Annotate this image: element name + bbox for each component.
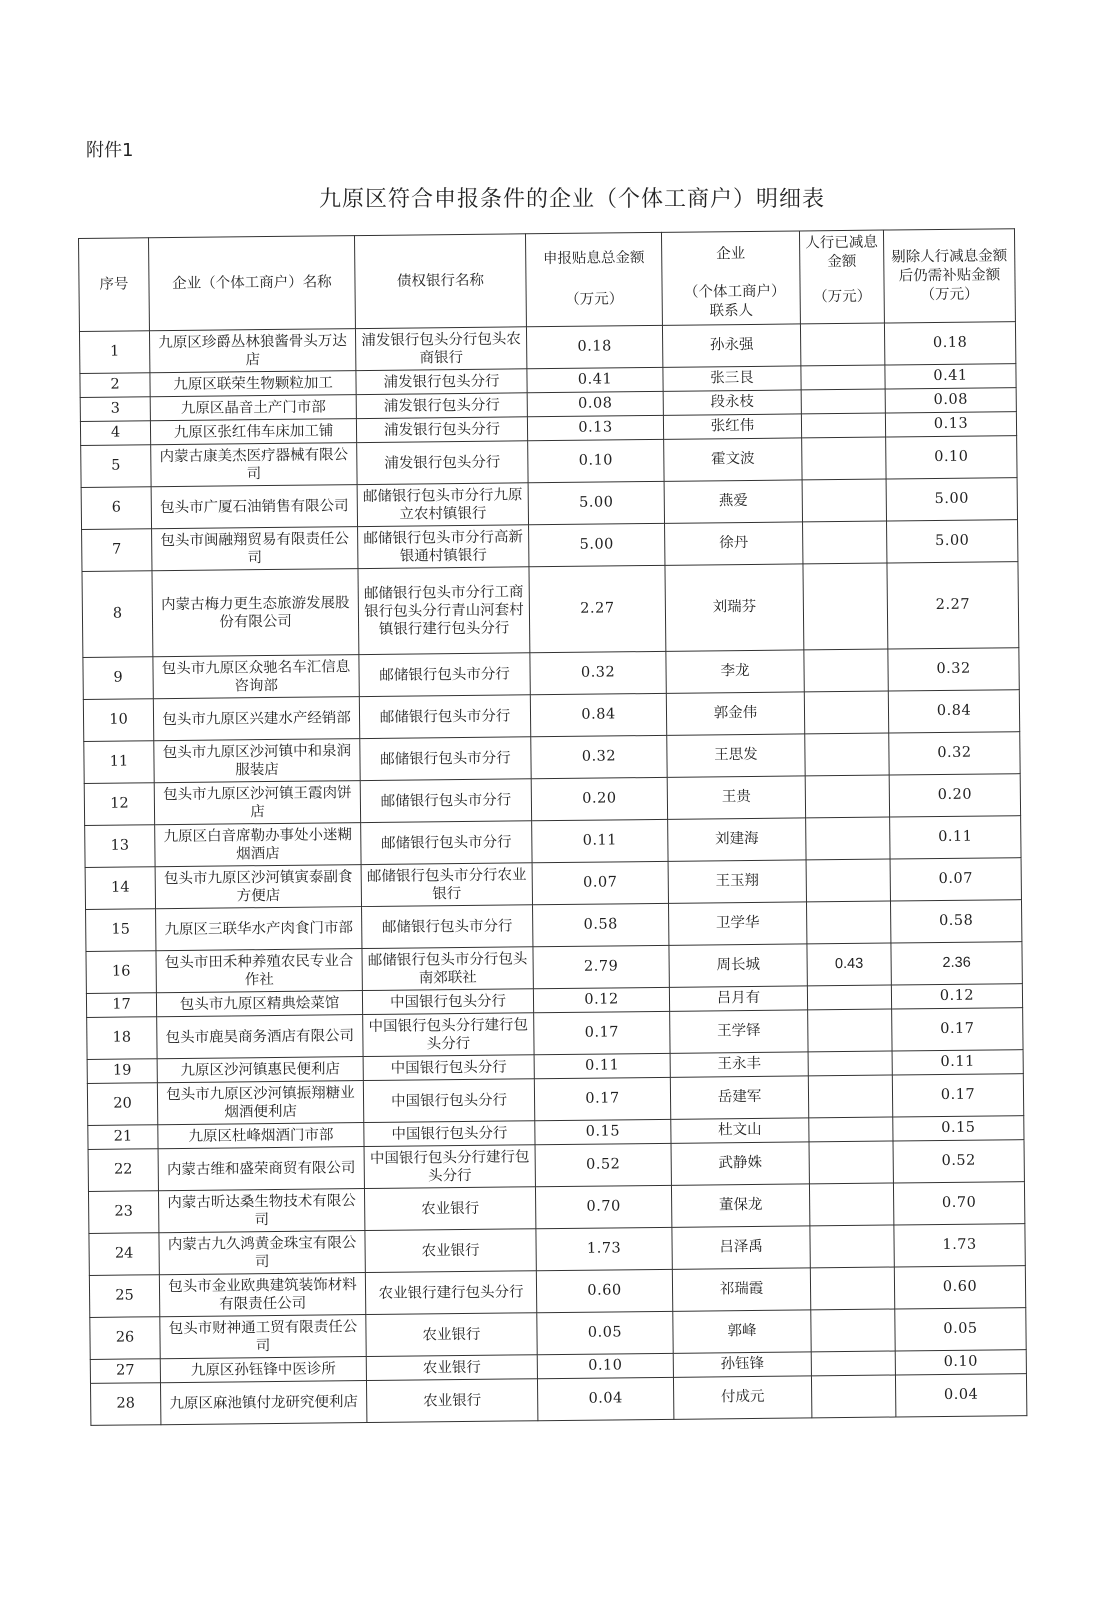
row-name: 包头市九原区沙河镇寅泰副食方便店 xyxy=(155,865,361,909)
row-reduced xyxy=(806,901,890,944)
row-amount: 0.05 xyxy=(537,1311,673,1354)
row-remaining: 1.73 xyxy=(894,1224,1025,1267)
row-contact: 段永枝 xyxy=(663,390,801,415)
row-amount: 0.32 xyxy=(530,651,666,694)
row-contact: 刘瑞芬 xyxy=(665,564,804,651)
row-name: 内蒙古康美杰医疗器械有限公司 xyxy=(151,443,357,487)
row-amount: 0.12 xyxy=(533,987,669,1012)
header-reduced xyxy=(799,230,884,324)
row-reduced xyxy=(811,1351,895,1376)
row-amount: 0.20 xyxy=(531,777,667,820)
row-bank: 中国银行包头分行建行包头分行 xyxy=(364,1145,535,1189)
row-remaining: 0.84 xyxy=(888,690,1019,733)
row-name: 九原区麻池镇付龙研究便利店 xyxy=(160,1381,366,1425)
row-seq: 13 xyxy=(85,825,155,868)
row-remaining: 0.10 xyxy=(895,1350,1026,1375)
row-seq: 6 xyxy=(81,487,151,530)
row-amount: 0.52 xyxy=(535,1143,671,1186)
header-subsidy-label: 申报贴息总金额 xyxy=(542,250,645,268)
table-row xyxy=(90,1374,1026,1426)
row-seq: 16 xyxy=(86,951,156,994)
row-name: 九原区珍爵丛林狼酱骨头万达店 xyxy=(149,329,355,373)
row-contact: 王永丰 xyxy=(670,1052,808,1077)
row-reduced xyxy=(800,323,884,366)
row-contact: 王贵 xyxy=(667,776,805,819)
row-name: 包头市九原区精典烩菜馆 xyxy=(156,991,362,1017)
header-contact-label: 企业 xyxy=(716,246,746,263)
row-seq: 23 xyxy=(88,1191,158,1234)
row-bank: 农业银行 xyxy=(366,1355,537,1381)
row-contact: 杜文山 xyxy=(671,1118,809,1143)
row-remaining: 2.36 xyxy=(891,942,1022,985)
row-contact: 孙永强 xyxy=(662,324,800,367)
row-seq: 27 xyxy=(90,1359,160,1384)
row-reduced xyxy=(808,1051,892,1076)
row-contact: 孙钰锋 xyxy=(673,1352,811,1377)
row-bank: 邮储银行包头市分行 xyxy=(360,737,531,781)
header-remaining: 剔除人行减息金额后仍需补贴金额（万元） xyxy=(883,229,1015,323)
row-contact: 周长城 xyxy=(669,944,807,987)
row-reduced xyxy=(804,691,888,734)
row-remaining: 0.12 xyxy=(891,984,1022,1009)
row-remaining: 0.11 xyxy=(890,816,1021,859)
row-bank: 浦发银行包头分行 xyxy=(357,441,528,485)
row-amount: 2.79 xyxy=(533,945,669,988)
row-bank: 浦发银行包头分行 xyxy=(356,393,527,419)
row-reduced xyxy=(805,775,889,818)
row-reduced xyxy=(801,413,885,438)
row-reduced xyxy=(808,1009,892,1052)
row-name: 九原区晶音土产门市部 xyxy=(150,395,356,421)
row-contact: 郭金伟 xyxy=(666,692,804,735)
row-contact: 武静姝 xyxy=(671,1142,809,1185)
row-amount: 0.11 xyxy=(534,1053,670,1078)
row-remaining: 0.05 xyxy=(895,1308,1026,1351)
row-contact: 岳建军 xyxy=(670,1076,808,1119)
row-contact: 燕爱 xyxy=(664,480,802,523)
row-name: 九原区联荣生物颗粒加工 xyxy=(150,371,356,397)
row-amount: 0.17 xyxy=(534,1077,670,1120)
row-amount: 0.84 xyxy=(530,693,666,736)
row-name: 内蒙古维和盛荣商贸有限公司 xyxy=(158,1147,364,1191)
row-remaining: 0.13 xyxy=(885,412,1016,437)
row-contact: 张红伟 xyxy=(663,414,801,439)
row-amount: 5.00 xyxy=(528,481,664,524)
row-bank: 浦发银行包头分行 xyxy=(356,369,527,395)
row-bank: 农业银行建行包头分行 xyxy=(365,1271,536,1315)
header-subsidy-unit: （万元） xyxy=(565,291,624,308)
row-bank: 邮储银行包头市分行九原立农村镇银行 xyxy=(357,483,528,527)
row-amount: 0.18 xyxy=(526,325,662,368)
row-reduced xyxy=(804,649,888,692)
row-contact: 祁瑞霞 xyxy=(672,1268,810,1311)
row-name: 包头市九原区沙河镇王霞肉饼店 xyxy=(154,781,360,825)
row-remaining: 0.70 xyxy=(893,1182,1024,1225)
row-contact: 董保龙 xyxy=(671,1184,809,1227)
row-amount: 0.32 xyxy=(531,735,667,778)
row-remaining: 0.04 xyxy=(895,1374,1026,1417)
detail-table xyxy=(78,228,1027,1426)
row-contact: 王玉翔 xyxy=(668,860,806,903)
header-contact-sub: （个体工商户）联系人 xyxy=(683,283,779,320)
row-remaining: 0.41 xyxy=(885,364,1016,389)
header-subsidy xyxy=(525,232,662,326)
row-remaining: 0.32 xyxy=(888,648,1019,691)
row-amount: 0.10 xyxy=(537,1353,673,1378)
row-contact: 郭峰 xyxy=(673,1310,811,1353)
row-name: 内蒙古昕达桑生物技术有限公司 xyxy=(158,1189,364,1233)
row-seq: 9 xyxy=(83,657,153,700)
row-seq: 15 xyxy=(86,909,156,952)
row-contact: 徐丹 xyxy=(665,522,803,565)
row-bank: 中国银行包头分行 xyxy=(364,1121,535,1147)
row-amount: 0.07 xyxy=(532,861,668,904)
header-row xyxy=(79,229,1016,332)
row-seq: 24 xyxy=(89,1233,159,1276)
row-name: 包头市金业欧典建筑装饰材料有限责任公司 xyxy=(159,1273,365,1317)
row-amount: 5.00 xyxy=(529,523,665,566)
row-bank: 邮储银行包头市分行 xyxy=(361,821,532,865)
row-reduced xyxy=(805,733,889,776)
row-contact: 卫学华 xyxy=(668,902,806,945)
row-remaining: 0.10 xyxy=(886,436,1017,479)
row-amount: 0.10 xyxy=(528,439,664,482)
row-bank: 农业银行 xyxy=(366,1313,537,1357)
header-reduced-label: 人行已减息金额 xyxy=(805,234,878,271)
row-reduced xyxy=(802,437,886,480)
row-name: 包头市财神通工贸有限责任公司 xyxy=(160,1315,366,1359)
row-seq: 8 xyxy=(82,571,153,658)
row-name: 九原区沙河镇惠民便利店 xyxy=(157,1057,363,1083)
header-reduced-unit: （万元） xyxy=(813,288,872,306)
row-bank: 邮储银行包头市分行 xyxy=(359,653,530,697)
row-seq: 18 xyxy=(87,1017,157,1060)
row-bank: 农业银行 xyxy=(366,1379,537,1423)
row-seq: 5 xyxy=(81,445,151,488)
row-contact: 张三艮 xyxy=(663,366,801,391)
row-reduced xyxy=(811,1375,895,1418)
row-amount: 0.70 xyxy=(535,1185,671,1228)
row-remaining: 0.08 xyxy=(885,388,1016,413)
row-remaining: 0.17 xyxy=(892,1008,1023,1051)
row-seq: 1 xyxy=(79,331,149,374)
row-remaining: 0.07 xyxy=(890,858,1021,901)
row-name: 包头市广厦石油销售有限公司 xyxy=(151,485,357,529)
row-amount: 0.15 xyxy=(535,1119,671,1144)
row-name: 包头市九原区沙河镇振翔糖业烟酒便利店 xyxy=(157,1081,363,1125)
row-bank: 浦发银行包头分行包头农商银行 xyxy=(355,327,526,371)
row-seq: 14 xyxy=(85,867,155,910)
row-reduced xyxy=(809,1141,893,1184)
row-seq: 20 xyxy=(87,1083,157,1126)
row-name: 包头市田禾种养殖农民专业合作社 xyxy=(156,949,362,993)
row-seq: 12 xyxy=(84,783,154,826)
row-seq: 11 xyxy=(84,741,154,784)
header-contact xyxy=(661,231,800,325)
row-seq: 21 xyxy=(88,1125,158,1150)
row-name: 包头市鹿昊商务酒店有限公司 xyxy=(157,1015,363,1059)
row-bank: 中国银行包头分行 xyxy=(363,1079,534,1123)
row-remaining: 0.20 xyxy=(889,774,1020,817)
row-name: 九原区孙钰锋中医诊所 xyxy=(160,1357,366,1383)
row-reduced xyxy=(810,1267,894,1310)
row-reduced xyxy=(801,389,885,414)
row-name: 包头市九原区沙河镇中和泉润服装店 xyxy=(154,739,360,783)
row-amount: 0.13 xyxy=(527,415,663,440)
row-reduced xyxy=(807,985,891,1010)
row-reduced xyxy=(809,1183,893,1226)
row-bank: 中国银行包头分行 xyxy=(362,989,533,1015)
row-remaining: 5.00 xyxy=(887,520,1018,563)
row-contact: 付成元 xyxy=(673,1376,811,1419)
row-reduced xyxy=(811,1309,895,1352)
row-amount: 0.58 xyxy=(533,903,669,946)
row-amount: 0.60 xyxy=(536,1269,672,1312)
row-contact: 李龙 xyxy=(666,650,804,693)
row-remaining: 0.52 xyxy=(893,1140,1024,1183)
row-reduced xyxy=(809,1117,893,1142)
row-seq: 28 xyxy=(90,1383,160,1426)
row-reduced: 0.43 xyxy=(807,943,891,986)
row-bank: 邮储银行包头市分行 xyxy=(362,905,533,949)
table-row xyxy=(82,562,1019,658)
row-remaining: 5.00 xyxy=(886,478,1017,521)
row-reduced xyxy=(806,817,890,860)
row-name: 包头市闽融翔贸易有限责任公司 xyxy=(152,527,358,571)
row-reduced xyxy=(810,1225,894,1268)
row-name: 九原区三联华水产肉食门市部 xyxy=(156,907,362,951)
row-name: 包头市九原区众驰名车汇信息咨询部 xyxy=(153,655,359,699)
row-remaining: 0.18 xyxy=(884,322,1015,365)
row-contact: 吕月有 xyxy=(669,986,807,1011)
row-bank: 邮储银行包头市分行 xyxy=(360,779,531,823)
row-name: 九原区杜峰烟酒门市部 xyxy=(158,1123,364,1149)
row-seq: 26 xyxy=(90,1317,160,1360)
row-bank: 农业银行 xyxy=(365,1229,536,1273)
row-bank: 邮储银行包头市分行 xyxy=(359,695,530,739)
row-remaining: 0.15 xyxy=(893,1116,1024,1141)
row-reduced xyxy=(803,521,887,564)
row-bank: 浦发银行包头分行 xyxy=(356,417,527,443)
row-contact: 吕泽禹 xyxy=(672,1226,810,1269)
row-reduced xyxy=(808,1075,892,1118)
row-contact: 霍文波 xyxy=(664,438,802,481)
row-name: 内蒙古九久鸿黄金珠宝有限公司 xyxy=(159,1231,365,1275)
row-bank: 农业银行 xyxy=(364,1187,535,1231)
row-reduced xyxy=(803,563,888,650)
row-name: 九原区白音席勒办事处小迷糊烟酒店 xyxy=(155,823,361,867)
row-bank: 邮储银行包头市分行高新银通村镇银行 xyxy=(358,525,529,569)
table-body xyxy=(79,322,1026,1426)
page-title: 九原区符合申报条件的企业（个体工商户）明细表 xyxy=(318,187,825,212)
row-seq: 19 xyxy=(87,1059,157,1084)
row-amount: 2.27 xyxy=(529,565,666,652)
row-remaining: 0.17 xyxy=(892,1074,1023,1117)
row-amount: 0.04 xyxy=(537,1377,673,1420)
row-reduced xyxy=(802,479,886,522)
header-seq: 序号 xyxy=(79,238,150,332)
row-remaining: 0.11 xyxy=(892,1050,1023,1075)
row-bank: 邮储银行包头市分行农业银行 xyxy=(361,863,532,907)
row-amount: 0.11 xyxy=(532,819,668,862)
row-remaining: 0.60 xyxy=(894,1266,1025,1309)
row-seq: 25 xyxy=(89,1275,159,1318)
row-remaining: 0.58 xyxy=(890,900,1021,943)
annex-label: 附件1 xyxy=(86,140,134,161)
row-seq: 7 xyxy=(82,529,152,572)
header-bank: 债权银行名称 xyxy=(354,234,526,329)
row-seq: 2 xyxy=(80,373,150,398)
row-bank: 邮储银行包头市分行包头南郊联社 xyxy=(362,947,533,991)
row-name: 内蒙古梅力更生态旅游发展股份有限公司 xyxy=(152,569,359,657)
row-contact: 王学铎 xyxy=(670,1010,808,1053)
row-seq: 4 xyxy=(80,421,150,446)
row-amount: 0.41 xyxy=(527,367,663,392)
header-name: 企业（个体工商户）名称 xyxy=(149,236,356,331)
row-reduced xyxy=(801,365,885,390)
row-bank: 中国银行包头分行 xyxy=(363,1055,534,1081)
row-amount: 0.17 xyxy=(534,1011,670,1054)
row-amount: 0.08 xyxy=(527,391,663,416)
row-remaining: 2.27 xyxy=(887,562,1019,649)
row-seq: 3 xyxy=(80,397,150,422)
row-amount: 1.73 xyxy=(536,1227,672,1270)
row-seq: 10 xyxy=(83,699,153,742)
row-seq: 17 xyxy=(86,993,156,1018)
row-seq: 22 xyxy=(88,1149,158,1192)
row-reduced xyxy=(806,859,890,902)
row-bank: 邮储银行包头市分行工商银行包头分行青山河套村镇银行建行包头分行 xyxy=(358,567,530,655)
row-contact: 王思发 xyxy=(667,734,805,777)
row-remaining: 0.32 xyxy=(889,732,1020,775)
row-name: 九原区张红伟车床加工铺 xyxy=(150,419,356,445)
row-contact: 刘建海 xyxy=(668,818,806,861)
row-name: 包头市九原区兴建水产经销部 xyxy=(153,697,359,741)
row-bank: 中国银行包头分行建行包头分行 xyxy=(363,1013,534,1057)
